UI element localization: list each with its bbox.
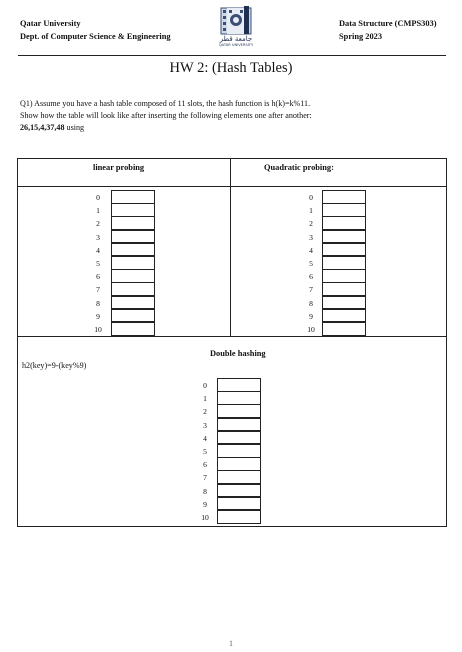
logo-arabic-text: جامعة قطر <box>219 35 253 43</box>
quadratic-probing-index: 2 <box>309 219 313 229</box>
linear-probing-index: 8 <box>96 298 100 308</box>
page-number: 1 <box>229 639 233 648</box>
linear-probing-index: 3 <box>96 232 100 242</box>
question-line-2: Show how the table will look like after inserting the following elements one after another: <box>20 111 312 120</box>
double-hashing-slot[interactable] <box>217 470 261 484</box>
quadratic-probing-slot[interactable] <box>322 269 366 283</box>
double-hashing-slot[interactable] <box>217 431 261 445</box>
logo-english-text: QATAR UNIVERSITY <box>218 43 254 47</box>
university-name: Qatar University <box>20 19 81 28</box>
linear-probing-index: 0 <box>96 193 100 202</box>
linear-probing-slot[interactable] <box>111 190 155 204</box>
quadratic-probing-index: 8 <box>309 298 313 308</box>
linear-probing-label: linear probing <box>93 163 145 172</box>
double-hashing-slot[interactable] <box>217 378 261 392</box>
quadratic-probing-index: 4 <box>309 245 313 255</box>
quadratic-probing-index: 10 <box>307 325 315 334</box>
university-logo <box>210 6 262 50</box>
double-hashing-slot[interactable] <box>217 391 261 405</box>
insert-elements: 26,15,4,37,48 <box>20 123 65 132</box>
course-name: Data Structure (CMPS303) <box>339 19 437 28</box>
quadratic-probing-index: 6 <box>309 272 313 282</box>
term: Spring 2023 <box>339 32 383 41</box>
linear-probing-slot[interactable] <box>111 203 155 217</box>
quadratic-probing-slot[interactable] <box>322 216 366 230</box>
double-hashing-index: 4 <box>203 433 207 443</box>
linear-probing-index: 4 <box>96 245 100 255</box>
double-hashing-slot[interactable] <box>217 510 261 524</box>
linear-probing-index: 2 <box>96 219 100 229</box>
linear-probing-index: 10 <box>94 325 102 334</box>
double-hashing-index: 10 <box>201 513 209 522</box>
double-hashing-slot[interactable] <box>217 404 261 418</box>
quadratic-probing-index: 0 <box>309 193 313 202</box>
double-hashing-slot[interactable] <box>217 497 261 511</box>
linear-probing-slot[interactable] <box>111 230 155 244</box>
double-hashing-index: 1 <box>203 394 207 404</box>
linear-probing-index: 6 <box>96 272 100 282</box>
secondary-hash-function: h2(key)=9-(key%9) <box>22 361 87 370</box>
quadratic-probing-slot[interactable] <box>322 282 366 296</box>
department-name: Dept. of Computer Science & Engineering <box>20 32 171 41</box>
column-divider <box>230 158 231 336</box>
double-hashing-index: 0 <box>203 381 207 390</box>
quadratic-probing-index: 9 <box>309 311 313 321</box>
double-hashing-index: 9 <box>203 499 207 509</box>
quadratic-probing-slot[interactable] <box>322 230 366 244</box>
quadratic-probing-index: 7 <box>309 285 313 295</box>
linear-probing-index: 1 <box>96 206 100 216</box>
linear-probing-slot[interactable] <box>111 322 155 336</box>
logo-emblem-icon <box>210 6 262 36</box>
double-hashing-slot[interactable] <box>217 457 261 471</box>
linear-probing-slot[interactable] <box>111 243 155 257</box>
quadratic-probing-slot[interactable] <box>322 243 366 257</box>
double-hashing-slot[interactable] <box>217 484 261 498</box>
quadratic-probing-slot[interactable] <box>322 322 366 336</box>
double-hashing-label: Double hashing <box>210 349 266 358</box>
question-line-1: Q1) Assume you have a hash table composed of 11 slots, the hash function is h(k)=k%11. <box>20 99 311 108</box>
quadratic-probing-index: 3 <box>309 232 313 242</box>
question-line-3 <box>20 123 448 134</box>
linear-probing-slot[interactable] <box>111 282 155 296</box>
double-hashing-index: 2 <box>203 407 207 417</box>
double-hashing-divider <box>17 336 447 337</box>
linear-probing-slot[interactable] <box>111 269 155 283</box>
linear-probing-slot[interactable] <box>111 216 155 230</box>
double-hashing-index: 3 <box>203 420 207 430</box>
quadratic-probing-slot[interactable] <box>322 190 366 204</box>
quadratic-probing-label: Quadratic probing: <box>264 163 334 172</box>
header-row-divider <box>17 186 447 187</box>
double-hashing-index: 6 <box>203 460 207 470</box>
linear-probing-index: 5 <box>96 259 100 268</box>
double-hashing-index: 7 <box>203 473 207 483</box>
double-hashing-index: 5 <box>203 447 207 456</box>
double-hashing-index: 8 <box>203 486 207 496</box>
quadratic-probing-slot[interactable] <box>322 203 366 217</box>
linear-probing-slot[interactable] <box>111 296 155 310</box>
quadratic-probing-index: 1 <box>309 206 313 216</box>
linear-probing-index: 7 <box>96 285 100 295</box>
using-text: using <box>64 123 85 132</box>
quadratic-probing-index: 5 <box>309 259 313 268</box>
double-hashing-slot[interactable] <box>217 418 261 432</box>
double-hashing-slot[interactable] <box>217 444 261 458</box>
header-divider <box>18 55 446 56</box>
linear-probing-slot[interactable] <box>111 309 155 323</box>
quadratic-probing-slot[interactable] <box>322 309 366 323</box>
quadratic-probing-slot[interactable] <box>322 296 366 310</box>
linear-probing-index: 9 <box>96 311 100 321</box>
linear-probing-slot[interactable] <box>111 256 155 270</box>
page-title: HW 2: (Hash Tables) <box>169 60 293 76</box>
quadratic-probing-slot[interactable] <box>322 256 366 270</box>
